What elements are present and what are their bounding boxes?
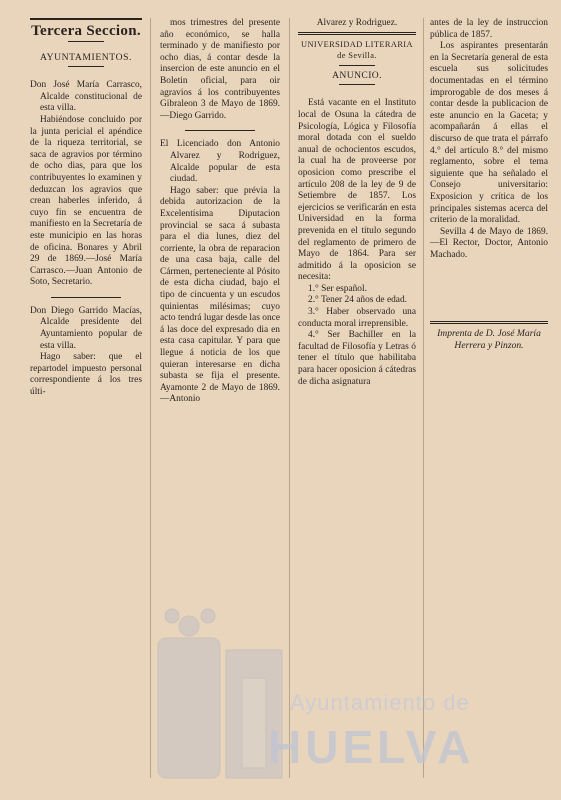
column-2	[160, 18, 280, 406]
section-title: Tercera Seccion.	[31, 23, 141, 39]
heading: ANUNCIO.	[332, 69, 382, 81]
column-4	[430, 18, 548, 352]
divider	[185, 130, 255, 131]
divider	[68, 41, 104, 42]
notice-body: Hago saber: que el repartodel impuesto personal correspondiente á los tres últi-	[30, 352, 142, 398]
requirement-item: 1.° Ser español.	[308, 283, 367, 294]
signature-line: Alvarez y Rodriguez.	[316, 18, 398, 28]
watermark-line: Ayuntamiento de	[290, 690, 470, 715]
notice-body: antes de la ley de instruccion pública de 1857.	[430, 18, 548, 40]
printer-imprint: Imprenta de D. José María Herrera y Pinzon.	[437, 328, 541, 352]
watermark-line: HUELVA	[268, 721, 475, 773]
divider	[68, 66, 104, 67]
notice-header: Don José María Carrasco, Alcalde constitucional de esta villa.	[30, 80, 142, 114]
divider	[339, 65, 375, 66]
notice-header: El Licenciado don Antonio Alvarez y Rodriguez, Alcalde popular de esta ciudad.	[160, 139, 280, 185]
notice-body: Habiéndose concluido por la junta pericial el apéndice de la riqueza territorial, se saca de agravios por término de ocho dias, para que los contribuyentes lo examinen y deduzcan los agravios que crean haberles inferido, á cuyo fin se encuentra de manifiesto en la Secretaría de este municipio en las horas de oficina. Bonares y Abril 29 de 1869.—José María Carrasco.—Juan Antonio de Soto, Secretario.	[30, 114, 142, 288]
notice-body: mos trimestres del presente año económico, se halla terminado y de manifiesto por ocho dias, á contar desde la insercion de este anuncio en el Boletin oficial, para oir agravios á los contribuyentes Gibraleon 3 de Mayo de 1869. —Diego Garrido.	[160, 18, 280, 121]
notice-body: Está vacante en el Instituto local de Osuna la cátedra de Psicología, Lógica y Filosofía moral dotada con el sueldo anual de ochocientos escudos, la cual ha de proveerse por oposicion como prescribe el artículo 208 de la ley de 9 de Setiembre de 1857. Los ejercicios se verificarán en esta Universidad en la forma prevenida en el título segundo del reglamento de primero de Mayo de 1864. Para ser admitido á la oposicion se necesita:	[298, 98, 416, 283]
requirement-item: 4.° Ser Bachiller en la facultad de Filosofía y Letras ó tener el título que habilitaba para hacer oposicion á cátedras de dicha asignatura	[298, 330, 416, 387]
column-3	[298, 18, 416, 388]
heading: UNIVERSIDAD LITERARIA	[301, 39, 413, 49]
requirement-item: 3.° Haber observado una conducta moral irreprensible.	[298, 307, 416, 329]
subheading: AYUNTAMIENTOS.	[39, 51, 133, 63]
notice-signature: Sevilla 4 de Mayo de 1869. —El Rector, Doctor, Antonio Machado.	[430, 226, 548, 260]
divider	[430, 321, 548, 324]
requirement-item: 2.° Tener 24 años de edad.	[308, 295, 407, 306]
divider	[298, 32, 416, 35]
divider	[339, 84, 375, 85]
column-1	[30, 18, 142, 399]
notice-body: Los aspirantes presentarán en la Secretaría general de esta escuela sus solicitudes documentadas en el término improrogable de dos meses á contar desde la publicacion de este anuncio en la Gaceta; y acompañarán á ellas el discurso de que trata el párrafo 4.° del artículo 8.° del mismo reglamento, sobre el tema siguiente que ha señalado el Consejo universitario: Exposicion y crítica de los principales sistemas acerca del criterio de la moralidad.	[430, 41, 548, 226]
top-rule	[30, 18, 142, 20]
divider	[51, 297, 121, 298]
notice-body: Hago saber: que prévia la debida autorizacion de la Excelentísima Diputacion provincial se saca á subasta para el dia lunes, diez del corriente, la obra de reparacion de una casa baja, calle del Cármen, perteneciente al Pósito de esta dicha ciudad, bajo el tipo de cincuenta y un escudos quinientas milésimas; cuyo acto tendrá lugar desde las once á las doce del expresado dia en esta casa capitular. Y para que llegue á noticia de los que quieran interesarse en dicha subasta se fija el presente. Ayamonte 2 de Mayo de 1869.—Antonio	[160, 185, 280, 405]
heading: de Sevilla.	[337, 51, 377, 61]
notice-header: Don Diego Garrido Macías, Alcalde presidente del Ayuntamiento popular de esta villa.	[30, 305, 142, 351]
